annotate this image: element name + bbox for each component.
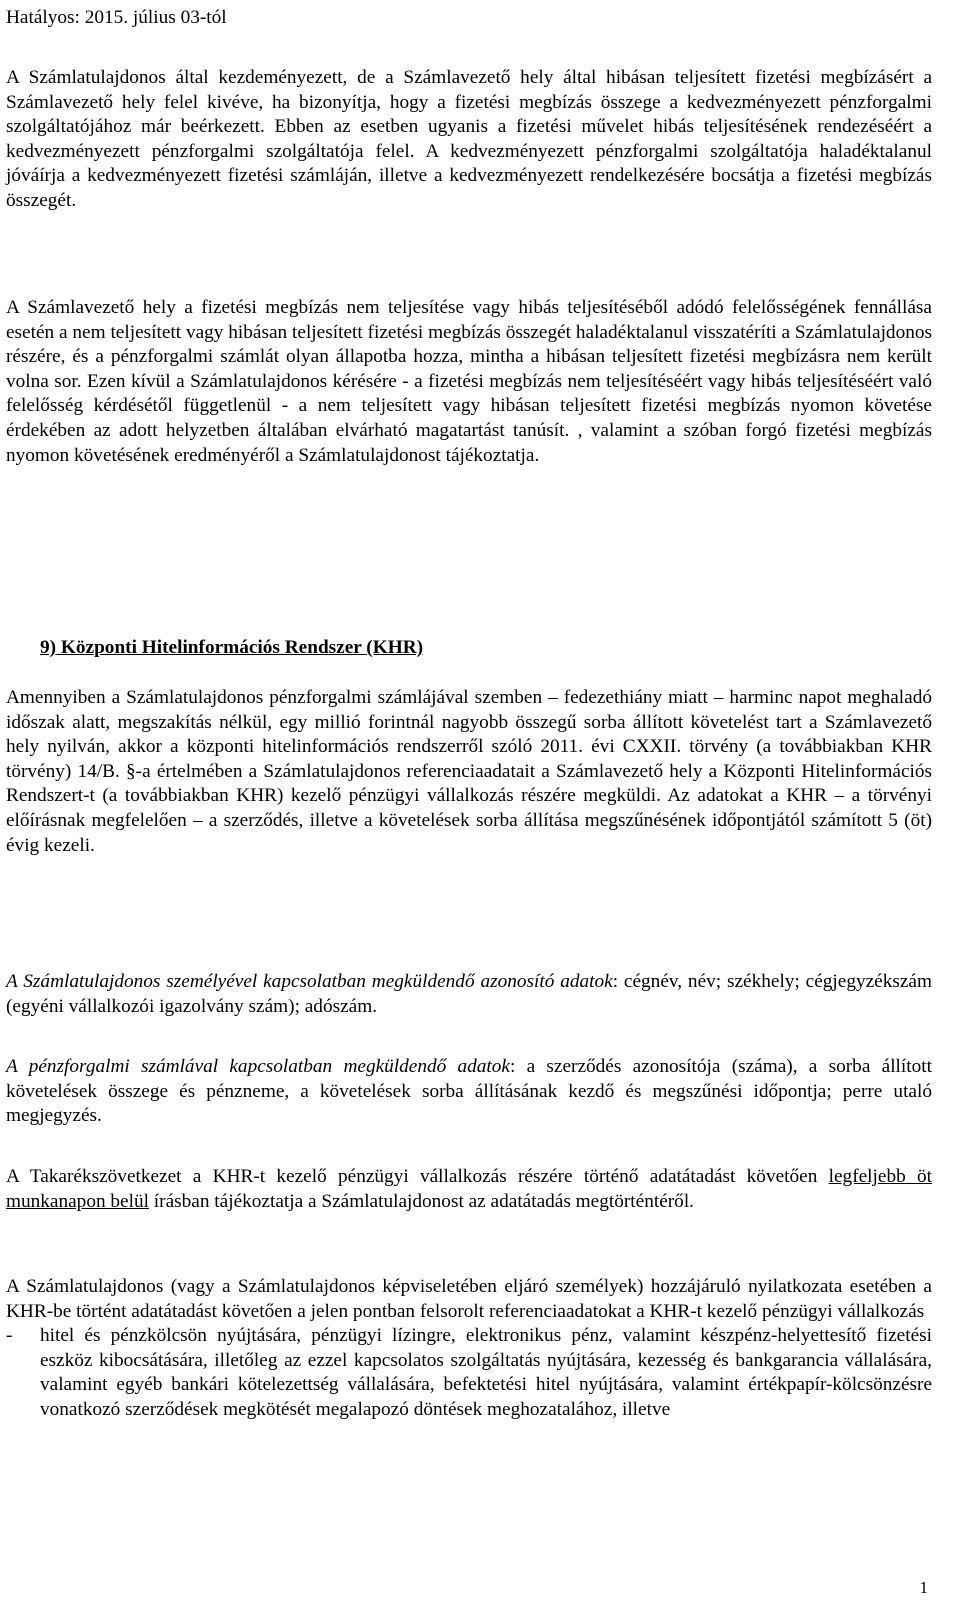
effective-date-header: Hatályos: 2015. július 03-tól (6, 7, 227, 28)
paragraph-text: A Számlatulajdonos által kezdeményezett, de a Számlavezető hely által hibásan teljesített fizetési megbízásért a Számlavezető hely felel kivéve, ha bizonyítja, hogy a fizetési megbízás összege a kedvezményezett pénzforgalmi szolgáltatójához már beérkezett. Ebben az esetben ugyanis a fizetési művelet hibás teljesítésének rendezéséért a kedvezményezett pénzforgalmi szolgáltatója felel. A kedvezményezett pénzforgalmi szolgáltatója haladéktalanul jóváírja a kedvezményezett fizetési számláján, illetve a kedvezményezett rendelkezésére bocsátja a fizetési megbízás összegét. (6, 67, 932, 211)
section-title-khr: 9) Központi Hitelinformációs Rendszer (KHR) (40, 637, 424, 658)
paragraph-text: A Takarékszövetkezet a KHR-t kezelő pénzügyi vállalkozás részére történő adatátadást követően (6, 1166, 829, 1187)
paragraph-text: Amennyiben a Számlatulajdonos pénzforgalmi számlájával szemben – fedezethiány miatt – harminc napot meghaladó időszak alatt, megszakítás nélkül, egy millió forintnál nagyobb összegű sorba állított követelést tart a Számlavezető hely nyilván, akkor a központi hitelinformációs rendszerről szóló 2011. évi CXXII. törvény (a továbbiakban KHR törvény) 14/B. §-a értelmében a Számlatulajdonos referenciaadatait a Számlavezető hely a Központi Hitelinformációs Rendszert-t (a továbbiakban KHR) kezelő pénzügyi vállalkozás részére megküldi. Az adatokat a KHR – a törvényi előírásnak megfelelően – a szerződés, illetve a követelések sorba állítása megszűnésének időpontjától számított 5 (öt) évig kezeli. (6, 687, 932, 856)
paragraph-refund-liability (6, 296, 932, 468)
paragraph-consent (6, 1275, 932, 1423)
paragraph-text: írásban tájékoztatja a Számlatulajdonost az adatátadás megtörténtéről. (148, 1190, 694, 1212)
paragraph-notification (6, 1165, 932, 1214)
paragraph-text: : cégnév, név; székhely; cégjegyzékszám (egyéni vállalkozói igazolvány szám); adószám. (6, 971, 932, 1017)
paragraph-text: : a szerződés azonosítója (száma), a sorba állított követelések összege és pénzneme, a követelések sorba állításának kezdő és megszűnési időpontja; perre utaló megjegyzés. (6, 1056, 932, 1127)
paragraph-text: A Számlatulajdonos (vagy a Számlatulajdonos képviseletében eljáró személyek) hozzájáruló nyilatkozata esetében a KHR-be történt adatátadást követően a jelen pontban felsorolt referenciaadatokat a KHR-t kezelő pénzügyi vállalkozás (6, 1276, 932, 1322)
list-item-text: hitel és pénzkölcsön nyújtására, pénzügyi lízingre, elektronikus pénz, valamint készpénz-helyettesítő fizetési eszköz kibocsátására, illetőleg az ezzel kapcsolatos szolgáltatás nyújtására, kezesség és bankgarancia vállalására, valamint egyéb bankári kötelezettség vállalására, befektetési hitel nyújtására, valamint értékpapír-kölcsönzésre vonatkozó szerződések megkötését megalapozó döntések meghozatalához, illetve (40, 1325, 932, 1420)
underlined-deadline: legfeljebb öt munkanapon belül (6, 1166, 933, 1212)
paragraph-khr-intro (6, 686, 932, 858)
italic-term: A Számlatulajdonos személyével kapcsolatban megküldendő azonosító adatok (6, 971, 613, 992)
paragraph-identification-data (6, 970, 932, 1019)
page-number: 1 (919, 1578, 928, 1597)
paragraph-account-data (6, 1055, 932, 1129)
paragraph-text: A Számlavezető hely a fizetési megbízás nem teljesítése vagy hibás teljesítéséből adódó felelősségének fennállása esetén a nem teljesített vagy hibásan teljesített fizetési megbízás összegét haladéktalanul visszatéríti a Számlatulajdonos részére, és a pénzforgalmi számlát olyan állapotba hozza, mintha a hibásan teljesített fizetési megbízásra nem került volna sor. Ezen kívül a Számlatulajdonos kérésére - a fizetési megbízás nem teljesítéséért vagy hibás teljesítéséért való felelősség kérdésétől függetlenül - a nem teljesített vagy hibásan teljesített fizetési megbízás nyomon követése érdekében az adott helyzetben általában elvárható magatartást tanúsít. , valamint a szóban forgó fizetési megbízás nyomon követésének eredményéről a Számlatulajdonost tájékoztatja. (6, 297, 932, 466)
italic-term: A pénzforgalmi számlával kapcsolatban megküldendő adatok (6, 1056, 510, 1077)
paragraph-faulty-execution (6, 66, 932, 214)
list-item (6, 1324, 932, 1422)
list-dash: - (6, 1325, 13, 1347)
